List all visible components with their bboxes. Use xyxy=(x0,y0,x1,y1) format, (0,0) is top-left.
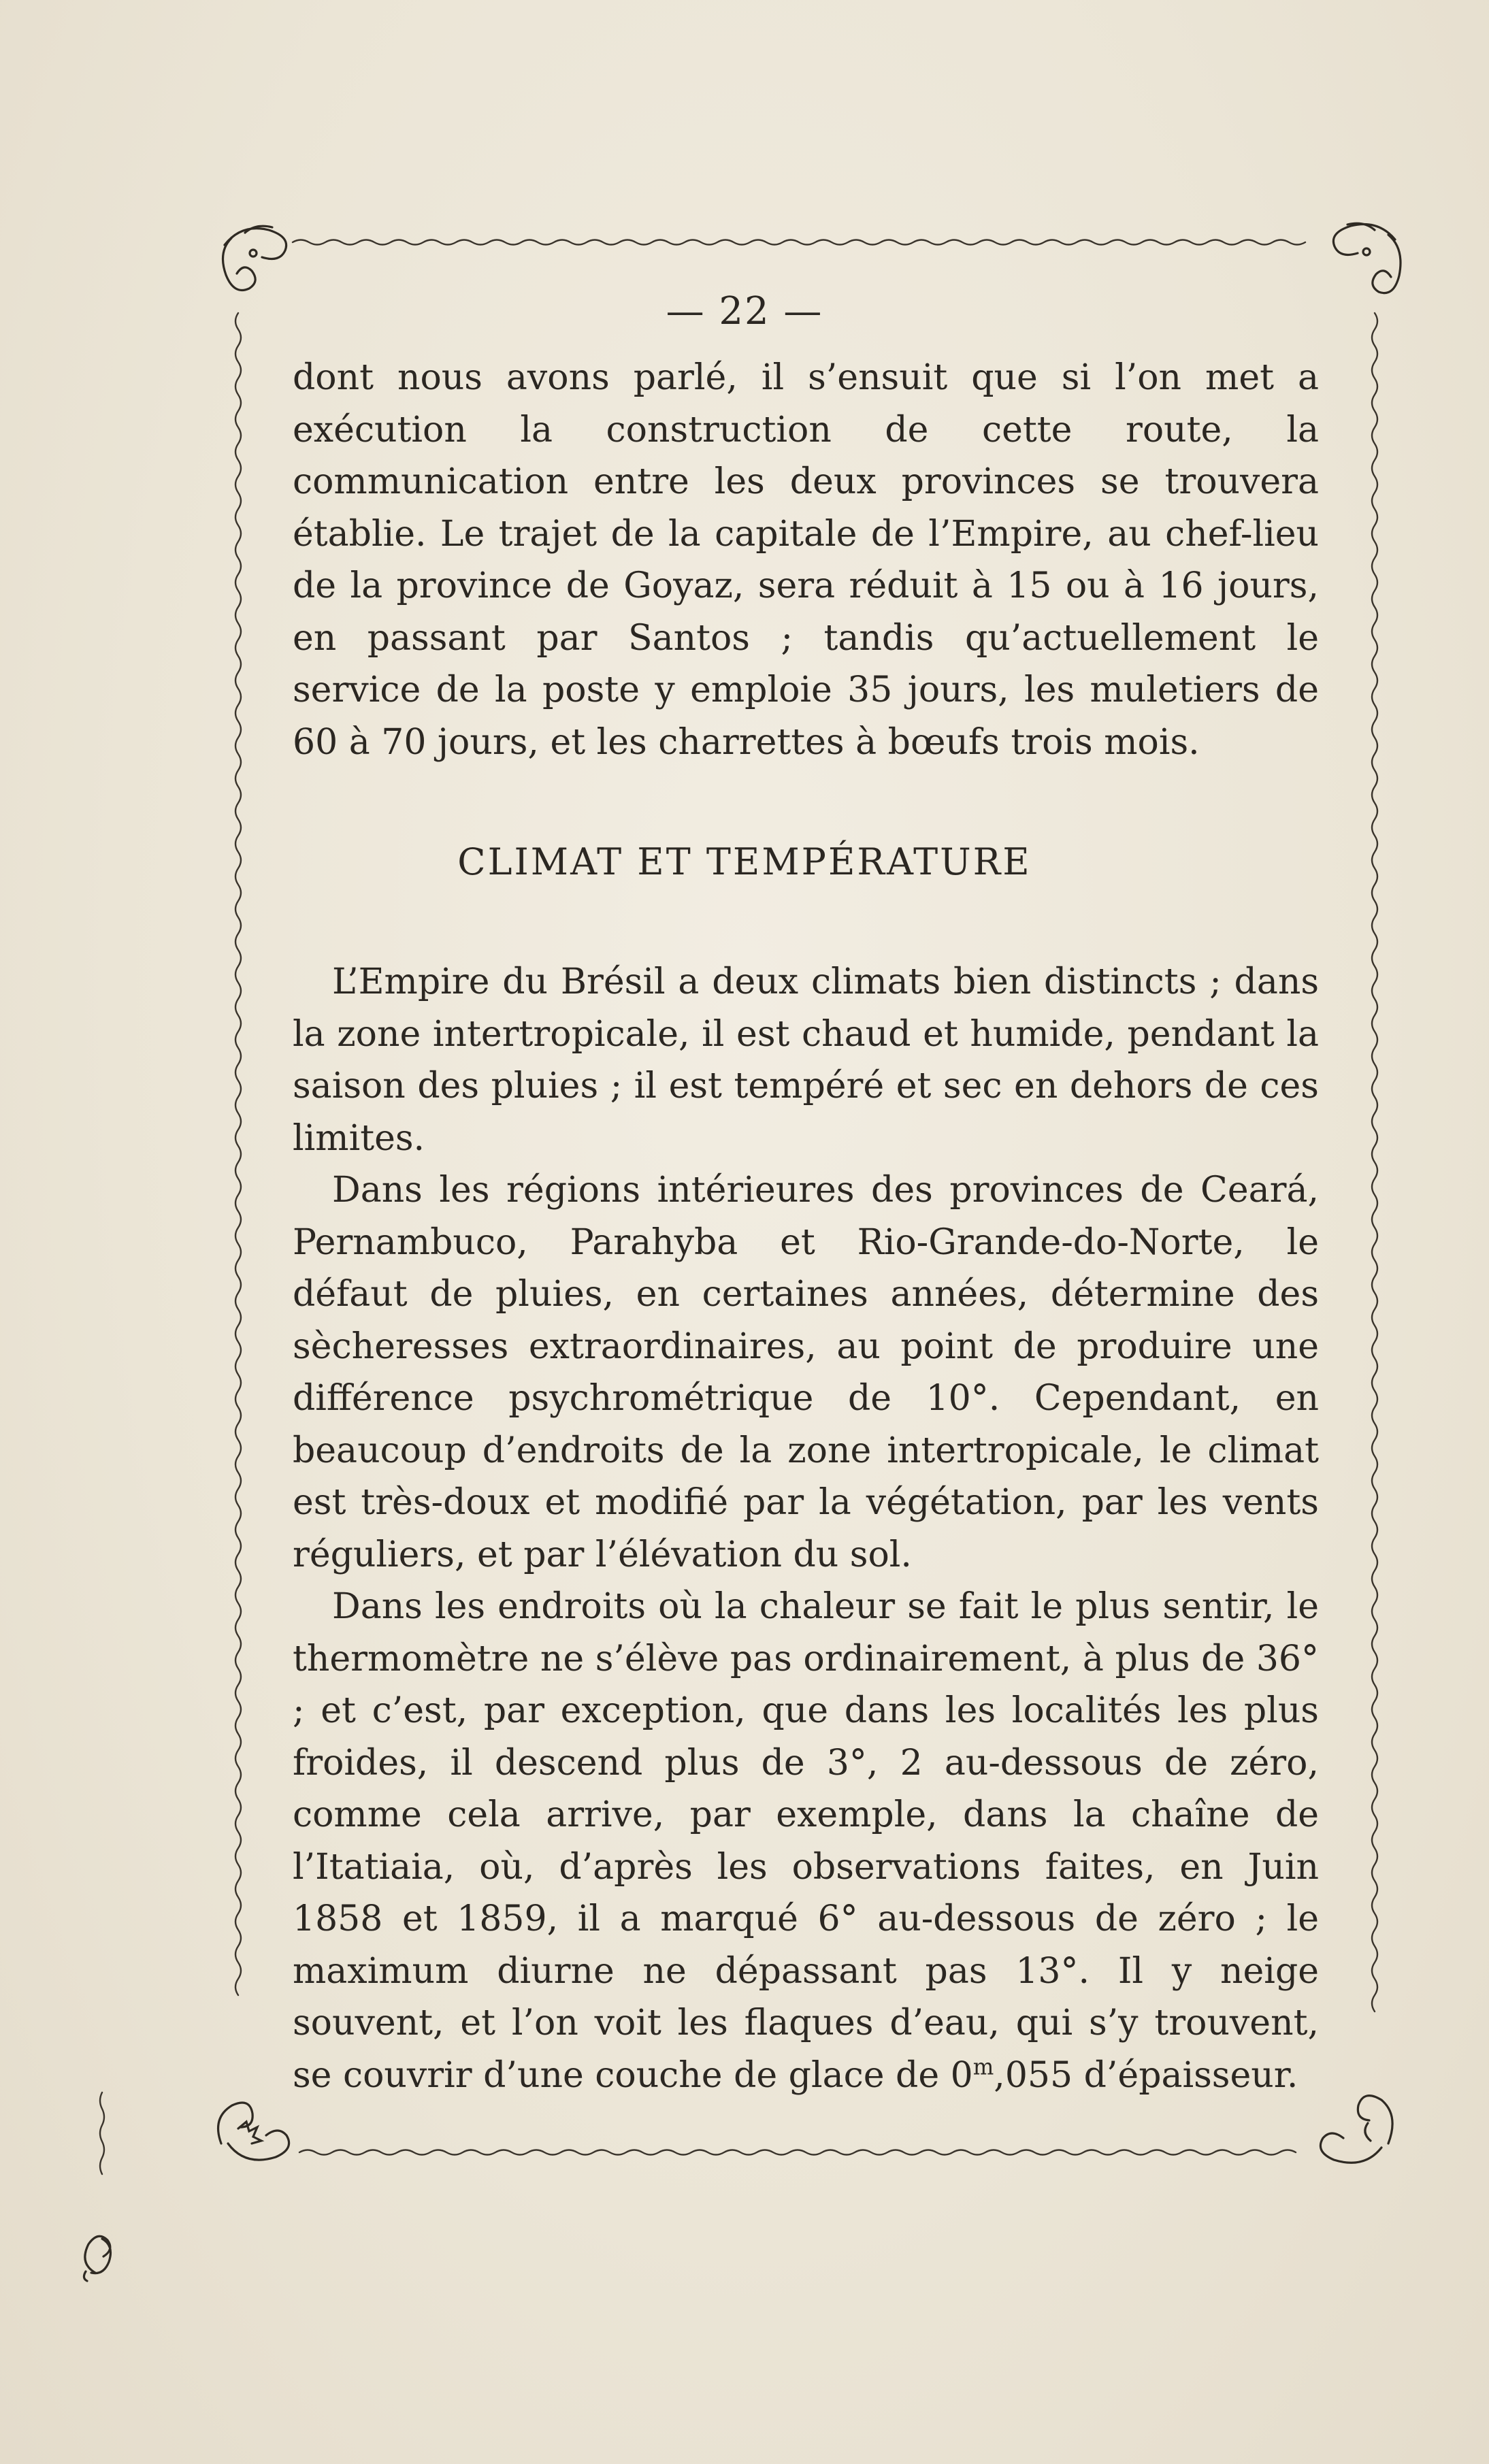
right-wavy-rule xyxy=(1372,313,1377,2011)
paragraph-1: L’Empire du Brésil a deux climats bien distincts ; dans la zone intertropicale, il est chaud et humide, pendant la saison des pluies ; il est tempéré et sec en dehors de ces limites. xyxy=(293,962,1319,1159)
top-wavy-rule xyxy=(293,240,1305,245)
stray-flourish-lower-left xyxy=(84,2236,110,2281)
paragraph-3-text: Dans les endroits où la chaleur se fait le plus sentir, le thermomètre ne s’élève pas ordinairement, à plus de 36° ; et c’est, par exception, que dans les localités les plus froides, il descend plus de 3°, 2 au-dessous de zéro, comme cela arrive, par exemple, dans la chaîne de l’Itatiaia, où, d’après les observations faites, en Juin 1858 et 1859, il a marqué 6° au-dessous de zéro ; le maximum diurne ne dépassant pas 13°. Il y neige souvent, et l’on voit les flaques d’eau, qui s’y trouvent, se couvrir d’une couche de glace de 0 xyxy=(293,1586,1319,2096)
section-heading: CLIMAT ET TEMPÉRATURE xyxy=(457,840,1032,883)
paragraph-3 xyxy=(293,1581,1319,2101)
stray-wavy-mark xyxy=(100,2092,104,2174)
bottom-wavy-rule xyxy=(299,2150,1296,2155)
continuation-paragraph: dont nous avons parlé, il s’ensuit que si l’on met a exécution la construction de cette route, la communication entre les deux provinces se trouvera établie. Le trajet de la capitale de l’Empire, au chef-lieu de la province de Goyaz, sera réduit à 15 ou à 16 jours, en passant par Santos ; tandis qu’actuellement le service de la poste y emploie 35 jours, les muletiers de 60 à 70 jours, et les charrettes à bœufs trois mois. xyxy=(293,357,1319,763)
corner-flourish-bottom-right xyxy=(1320,2096,1392,2163)
section-body xyxy=(293,956,1319,2101)
paragraph-3-ending: ,055 d’épaisseur. xyxy=(994,2054,1298,2096)
meter-superscript: m xyxy=(972,2054,994,2080)
continuation-text xyxy=(293,352,1319,768)
page-number: — 22 — xyxy=(666,289,823,333)
left-wavy-rule xyxy=(235,313,241,1995)
corner-flourish-bottom-left xyxy=(218,2103,289,2160)
corner-flourish-top-right xyxy=(1333,223,1401,293)
paragraph-2: Dans les régions intérieures des provinces de Ceará, Pernambuco, Parahyba et Rio-Grande-do-Norte, le défaut de pluies, en certaines années, détermine des sècheresses extraordinaires, au point de produire une différence psychrométrique de 10°. Cependant, en beaucoup d’endroits de la zone intertropicale, le climat est très-doux et modifié par la végétation, par les vents réguliers, et par l’élévation du sol. xyxy=(293,1170,1319,1575)
corner-flourish-top-left xyxy=(223,226,287,290)
